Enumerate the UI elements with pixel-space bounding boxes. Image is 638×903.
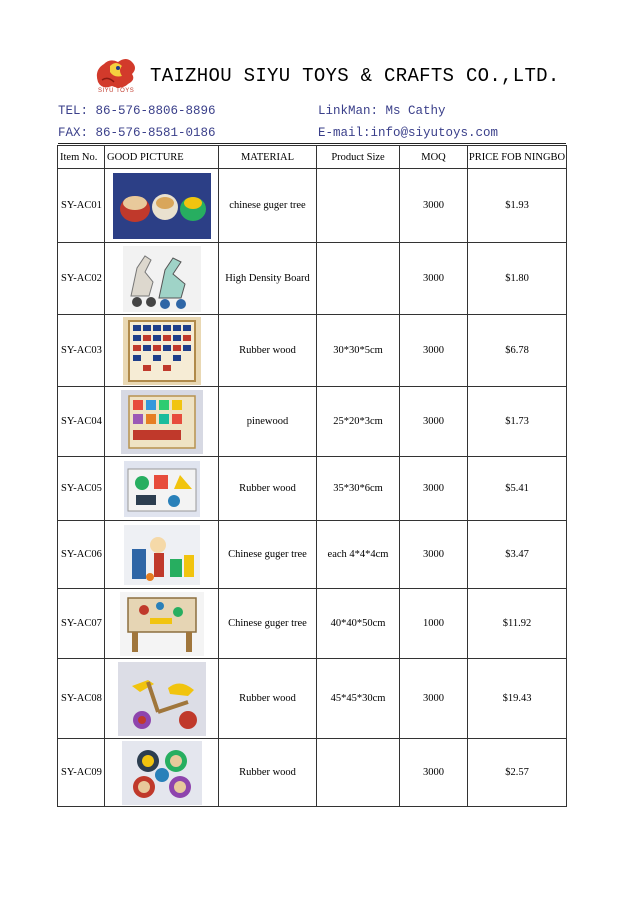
- product-photo-cell: [105, 169, 219, 243]
- moq-cell: 3000: [400, 387, 468, 457]
- moq-cell: 3000: [400, 659, 468, 739]
- number-puzzle-tray-image: [121, 390, 203, 454]
- material-cell: Rubber wood: [219, 457, 317, 521]
- size-cell: each 4*4*4cm: [317, 521, 400, 589]
- size-cell: [317, 169, 400, 243]
- size-cell: 30*30*5cm: [317, 315, 400, 387]
- fax-text: FAX: 86-576-8581-0186: [58, 126, 216, 140]
- size-cell: 35*30*6cm: [317, 457, 400, 521]
- table-row: [58, 659, 567, 739]
- product-table: [57, 145, 567, 807]
- ride-on-tricycle-image: [118, 662, 206, 736]
- material-cell: Chinese guger tree: [219, 521, 317, 589]
- product-photo-cell: [105, 315, 219, 387]
- company-name: TAIZHOU SIYU TOYS & CRAFTS CO.,LTD.: [150, 65, 560, 87]
- price-cell: $2.57: [468, 739, 567, 807]
- size-cell: [317, 243, 400, 315]
- tel-text: TEL: 86-576-8806-8896: [58, 104, 216, 118]
- material-cell: Rubber wood: [219, 659, 317, 739]
- moq-cell: 3000: [400, 243, 468, 315]
- table-row: [58, 589, 567, 659]
- product-photo-cell: [105, 521, 219, 589]
- col-header-item: Item No.: [58, 146, 105, 169]
- drum-set-toys-image: [122, 741, 202, 805]
- price-cell: $1.80: [468, 243, 567, 315]
- product-photo-cell: [105, 243, 219, 315]
- item-code: SY-AC07: [58, 589, 105, 659]
- size-cell: 45*45*30cm: [317, 659, 400, 739]
- linkman-text: LinkMan: Ms Cathy: [318, 104, 446, 118]
- size-cell: 25*20*3cm: [317, 387, 400, 457]
- table-row: [58, 739, 567, 807]
- material-cell: pinewood: [219, 387, 317, 457]
- moq-cell: 3000: [400, 315, 468, 387]
- table-row: [58, 169, 567, 243]
- price-cell: $6.78: [468, 315, 567, 387]
- alphabet-number-board-image: [123, 317, 201, 385]
- product-photo-cell: [105, 659, 219, 739]
- moq-cell: 3000: [400, 169, 468, 243]
- stacking-blocks-image: [124, 525, 200, 585]
- price-cell: $3.47: [468, 521, 567, 589]
- activity-table-image: [120, 592, 204, 656]
- moq-cell: 1000: [400, 589, 468, 659]
- price-cell: $1.73: [468, 387, 567, 457]
- wooden-giraffe-pull-toys-image: [123, 246, 201, 312]
- product-photo-cell: [105, 739, 219, 807]
- col-header-price: PRICE FOB NINGBO: [468, 146, 567, 169]
- item-code: SY-AC08: [58, 659, 105, 739]
- moq-cell: 3000: [400, 739, 468, 807]
- price-cell: $1.93: [468, 169, 567, 243]
- col-header-size: Product Size: [317, 146, 400, 169]
- col-header-picture: GOOD PICTURE: [105, 146, 219, 169]
- col-header-material: MATERIAL: [219, 146, 317, 169]
- logo-text: SIYU TOYS: [98, 88, 135, 94]
- size-cell: 40*40*50cm: [317, 589, 400, 659]
- material-cell: Rubber wood: [219, 315, 317, 387]
- price-cell: $19.43: [468, 659, 567, 739]
- size-cell: [317, 739, 400, 807]
- item-code: SY-AC04: [58, 387, 105, 457]
- product-photo-cell: [105, 589, 219, 659]
- header-divider: [58, 143, 566, 144]
- item-code: SY-AC03: [58, 315, 105, 387]
- price-cell: $5.41: [468, 457, 567, 521]
- table-row: [58, 243, 567, 315]
- item-code: SY-AC09: [58, 739, 105, 807]
- col-header-moq: MOQ: [400, 146, 468, 169]
- item-code: SY-AC02: [58, 243, 105, 315]
- moq-cell: 3000: [400, 457, 468, 521]
- material-cell: chinese guger tree: [219, 169, 317, 243]
- table-row: [58, 315, 567, 387]
- item-code: SY-AC06: [58, 521, 105, 589]
- table-row: [58, 457, 567, 521]
- product-photo-cell: [105, 457, 219, 521]
- moq-cell: 3000: [400, 521, 468, 589]
- material-cell: High Density Board: [219, 243, 317, 315]
- price-cell: $11.92: [468, 589, 567, 659]
- material-cell: Rubber wood: [219, 739, 317, 807]
- table-row: [58, 521, 567, 589]
- material-cell: Chinese guger tree: [219, 589, 317, 659]
- item-code: SY-AC05: [58, 457, 105, 521]
- table-header-row: [58, 146, 567, 169]
- shape-sorter-board-image: [124, 461, 200, 517]
- email-text: E-mail:info@siyutoys.com: [318, 126, 499, 140]
- item-code: SY-AC01: [58, 169, 105, 243]
- table-row: [58, 387, 567, 457]
- wooden-drum-toys-image: [113, 173, 211, 239]
- product-photo-cell: [105, 387, 219, 457]
